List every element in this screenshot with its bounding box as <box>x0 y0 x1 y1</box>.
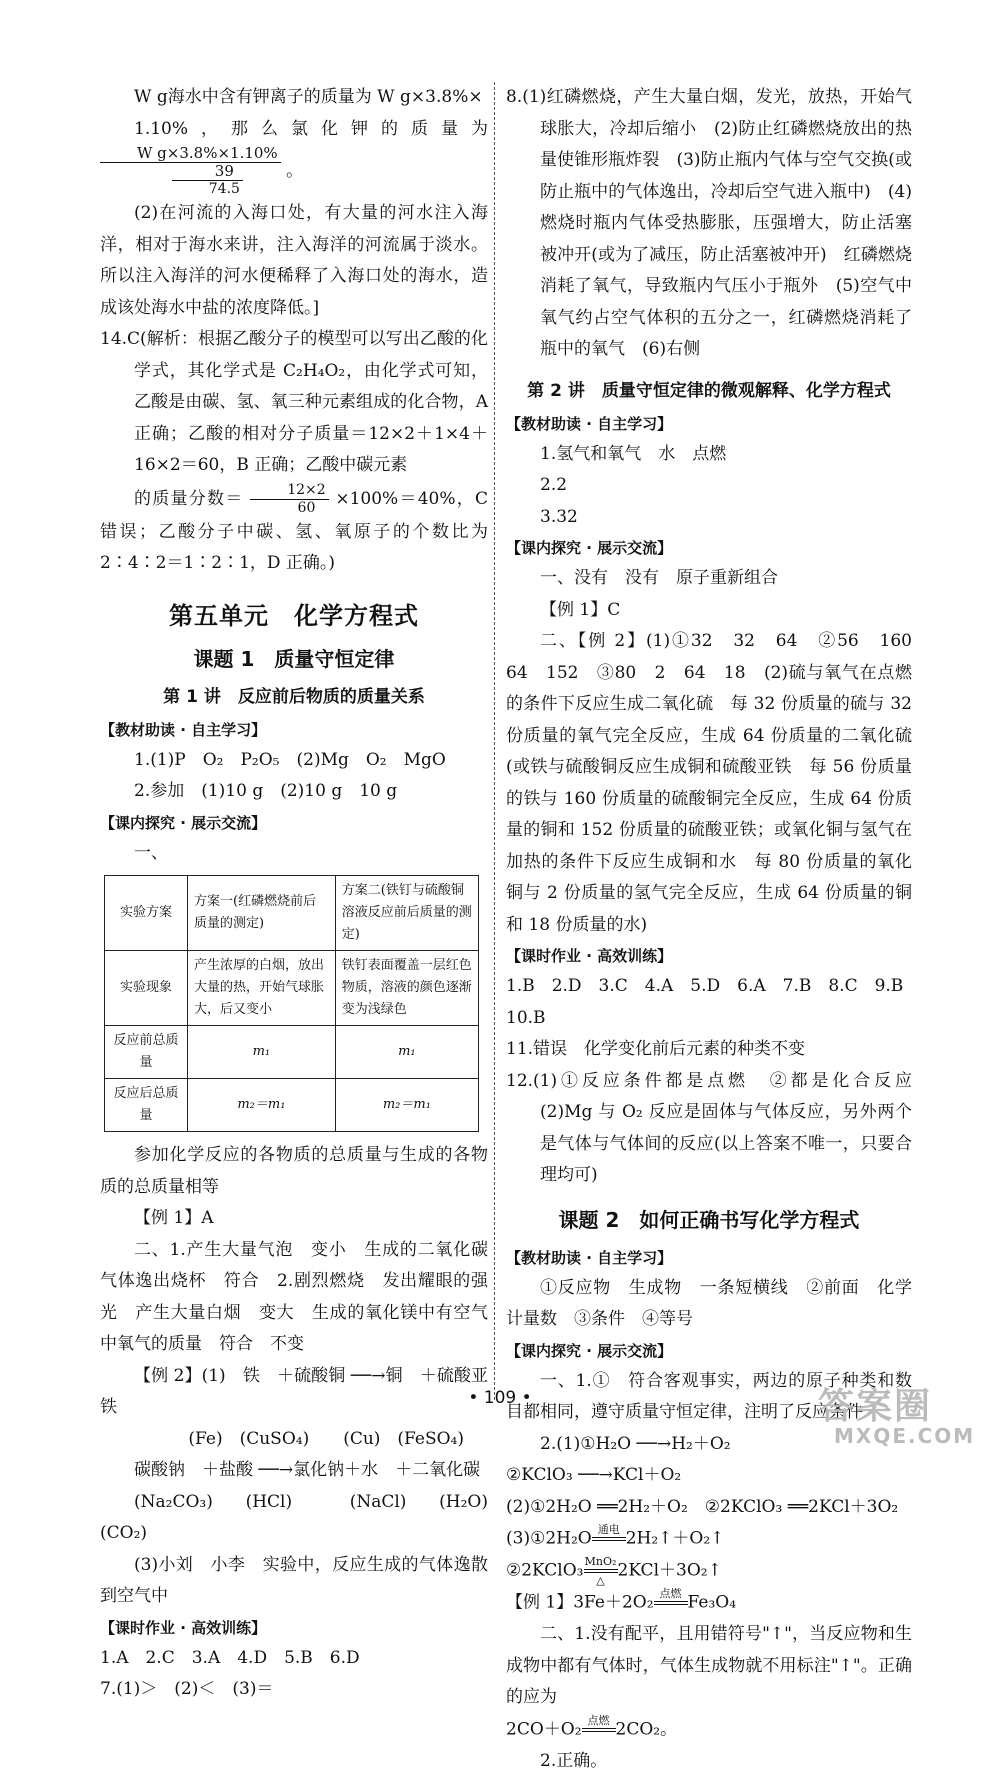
column-divider <box>494 82 495 1400</box>
equals-bar <box>582 1728 616 1732</box>
example-answer: 【例 1】A <box>100 1203 488 1235</box>
text-span: 【例 1】3Fe＋2O₂ <box>506 1593 654 1613</box>
example-line <box>506 1587 912 1619</box>
lecture-title: 第 1 讲 反应前后物质的质量关系 <box>100 682 488 707</box>
fraction-numerator: W g×3.8%×1.10% <box>100 145 281 163</box>
answer-line: 7.(1)＞ (2)＜ (3)＝ <box>100 1674 488 1706</box>
section-heading: 【课内探究 · 展示交流】 <box>100 808 488 838</box>
example-line: (Fe) (CuSO₄) (Cu) (FeSO₄) <box>100 1424 488 1456</box>
section-heading: 【课时作业 · 高效训练】 <box>506 941 912 971</box>
fraction <box>172 163 243 198</box>
fraction-denominator <box>100 163 281 198</box>
text-span: Fe₃O₄ <box>688 1593 737 1613</box>
section-heading: 【教材助读 · 自主学习】 <box>100 715 488 745</box>
section-heading: 【课时作业 · 高效训练】 <box>100 1613 488 1643</box>
equals-bar <box>584 1569 618 1573</box>
answer-line: 12.(1)①反应条件都是点燃 ②都是化合反应 (2)Mg 与 O₂ 反应是固体与气体反应，另外两个是气体与气体间的反应(以上答案不唯一，只要合理均可) <box>506 1066 912 1192</box>
condition-bottom <box>582 1733 616 1746</box>
fraction-denominator: 60 <box>250 500 328 517</box>
right-column <box>506 82 912 1777</box>
text-paragraph: 二、1.产生大量气泡 变小 生成的二氧化碳气体逸出烧杯 符合 2.剧烈燃烧 发出耀眼的强光 产生大量白烟 变大 生成的氧化镁中有空气中氧气的质量 符合 不变 <box>100 1235 488 1361</box>
condition-bottom <box>654 1606 688 1619</box>
fraction-numerator: 39 <box>172 163 243 181</box>
fraction-numerator: 12×2 <box>250 482 328 500</box>
watermark-text: 答案圈 <box>818 1378 932 1429</box>
text-span: 1.10%，那么氯化钾的质量为 <box>134 119 488 139</box>
answer-14: 14.C(解析：根据乙酸分子的模型可以写出乙酸的化学式，其化学式是 C₂H₄O₂，由化学式可知，乙酸是由碳、氢、氧三种元素组成的化合物，A 正确；乙酸的相对分子质量＝12×2＋1×4＋16×2＝60，B 正确；乙酸中碳元素 <box>100 324 488 482</box>
text-span: 2CO＋O₂ <box>506 1719 582 1739</box>
example-line: (Na₂CO₃) (HCl) (NaCl) (H₂O) (CO₂) <box>100 1487 488 1550</box>
text-line <box>100 482 488 580</box>
table-cell: 铁钉表面覆盖一层红色物质，溶液的颜色逐渐变为浅绿色 <box>335 951 478 1026</box>
answer-8: 8.(1)红磷燃烧，产生大量白烟，发光，放热，开始气球胀大，冷却后缩小 (2)防止红磷燃烧放出的热量使锥形瓶炸裂 (3)防止瓶内气体与空气交换(或防止瓶中的气体逸出，冷却后空气进入瓶中) (4)燃烧时瓶内气体受热膨胀，压强增大，防止活塞被冲开(或为了减压，防止活塞被冲开) 红磷燃烧消耗了氧气，导致瓶内气压小于瓶外 (5)空气中氧气约占空气体积的五分之一，红磷燃烧消耗了瓶中的氧气 (6)右侧 <box>506 82 912 366</box>
example-line: 【例 2】(1) 铁 ＋硫酸铜 ──→铜 ＋硫酸亚铁 <box>100 1361 488 1424</box>
reaction-condition <box>592 1523 626 1555</box>
table-cell: 产生浓厚的白烟，放出大量的热，开始气球胀大，后又变小 <box>188 951 336 1026</box>
text-span: 2CO₂。 <box>616 1719 678 1739</box>
text-paragraph: 参加化学反应的各物质的总质量与生成的各物质的总质量相等 <box>100 1140 488 1203</box>
reaction-condition <box>582 1714 616 1746</box>
text-span: ×100%＝40%，C 错误；乙酸分子中碳、氢、氧原子的个数比为 2∶4∶2＝1∶2∶1，D 正确。) <box>100 489 488 574</box>
page-number: • 109 • <box>0 1388 1000 1408</box>
equals-bar <box>654 1601 688 1605</box>
reaction-condition <box>654 1587 688 1619</box>
text-paragraph: 一、1.① 符合客观事实，两边的原子种类和数目都相同，遵守质量守恒定律，注明了反应条件 <box>506 1366 912 1429</box>
condition-top: MnO₂ <box>584 1555 618 1568</box>
table-cell: 实验方案 <box>105 876 188 951</box>
condition-top: 点燃 <box>654 1587 688 1600</box>
section-heading: 【教材助读 · 自主学习】 <box>506 1243 912 1273</box>
answer-line: 1.(1)P O₂ P₂O₅ (2)Mg O₂ MgO <box>100 745 488 777</box>
text-span: 2H₂↑＋O₂↑ <box>626 1529 725 1549</box>
table-cell: m₁ <box>188 1026 336 1079</box>
reaction-condition <box>584 1555 618 1587</box>
example-answer: 【例 1】C <box>506 595 912 627</box>
answer-line: 1.A 2.C 3.A 4.D 5.B 6.D <box>100 1643 488 1675</box>
answer-line: 1.B 2.D 3.C 4.A 5.D 6.A 7.B 8.C 9.B <box>506 971 912 1003</box>
condition-top: 点燃 <box>582 1714 616 1727</box>
topic-title: 课题 1 质量守恒定律 <box>100 643 488 672</box>
answer-line: 2.参加 (1)10 g (2)10 g 10 g <box>100 776 488 808</box>
answer-line: 2.2 <box>506 470 912 502</box>
text-span: 2KCl＋3O₂↑ <box>618 1561 722 1581</box>
equals-bar <box>592 1537 626 1541</box>
equation-line <box>506 1714 912 1746</box>
text-line <box>100 114 488 199</box>
table-row <box>105 1079 479 1132</box>
equation-line: (2)①2H₂O ══2H₂＋O₂ ②2KClO₃ ══2KCl＋3O₂ <box>506 1492 912 1524</box>
text-span: ②2KClO₃ <box>506 1561 584 1581</box>
table-row <box>105 876 479 951</box>
text-paragraph: (2)在河流的入海口处，有大量的河水注入海洋，相对于海水来讲，注入海洋的河流属于淡水。所以注入海洋的河水便稀释了入海口处的海水，造成该处海水中盐的浓度降低。] <box>100 198 488 324</box>
table-cell: 反应后总质量 <box>105 1079 188 1132</box>
watermark-url: MXQE.COM <box>834 1424 975 1448</box>
answer-line: 1.氢气和氧气 水 点燃 <box>506 439 912 471</box>
example-line: (3)小刘 小李 实验中，反应生成的气体逸散到空气中 <box>100 1550 488 1613</box>
example-line: 碳酸钠 ＋盐酸 ──→氯化钠＋水 ＋二氧化碳 <box>100 1455 488 1487</box>
experiment-table <box>104 875 479 1132</box>
answer-line: 一、没有 没有 原子重新组合 <box>506 563 912 595</box>
unit-title: 第五单元 化学方程式 <box>100 596 488 631</box>
table-cell: 实验现象 <box>105 951 188 1026</box>
answer-line: 2.正确。 <box>506 1746 912 1777</box>
text-line: 一、 <box>100 838 488 870</box>
table-row <box>105 951 479 1026</box>
section-heading: 【教材助读 · 自主学习】 <box>506 409 912 439</box>
text-paragraph: 二、【例 2】(1)①32 32 64 ②56 160 64 152 ③80 2 64 18 (2)硫与氧气在点燃的条件下反应生成二氧化硫 每 32 份质量的硫与 32 份质量的氧气完全反应，生成 64 份质量的二氧化硫(或铁与硫酸铜反应生成铜和硫酸亚铁 每 56 份质量的铁与 160 份质量的硫酸铜完全反应，生成 64 份质量的铜和 152 份质量的硫酸亚铁；或氧化铜与氢气在加热的条件下反应生成铜和水 每 80 份质量的氧化铜与 2 份质量的氢气完全反应，生成 64 份质量的铜和 18 份质量的水) <box>506 626 912 941</box>
section-heading: 【课内探究 · 展示交流】 <box>506 1336 912 1366</box>
fraction <box>250 482 328 517</box>
text-span: 。 <box>286 161 303 181</box>
table-cell: 方案二(铁钉与硫酸铜溶液反应前后质量的测定) <box>335 876 478 951</box>
text-paragraph: 二、1.没有配平，且用错符号"↑"，当反应物和生成物中都有气体时，气体生成物就不用标注"↑"。正确的应为 <box>506 1619 912 1714</box>
answer-line: 3.32 <box>506 502 912 534</box>
condition-bottom <box>592 1542 626 1555</box>
fraction <box>100 145 281 198</box>
answer-line: 11.错误 化学变化前后元素的种类不变 <box>506 1034 912 1066</box>
text-line: W g海水中含有钾离子的质量为 W g×3.8%× <box>100 82 488 114</box>
table-row <box>105 1026 479 1079</box>
table-cell: m₂＝m₁ <box>188 1079 336 1132</box>
left-column <box>100 82 488 1706</box>
fraction-denominator: 74.5 <box>172 181 243 198</box>
text-paragraph: ①反应物 生成物 一条短横线 ②前面 化学计量数 ③条件 ④等号 <box>506 1273 912 1336</box>
condition-bottom: △ <box>584 1574 618 1587</box>
text-span: 的质量分数＝ <box>134 489 244 509</box>
table-cell: m₁ <box>335 1026 478 1079</box>
lecture-title: 第 2 讲 质量守恒定律的微观解释、化学方程式 <box>506 376 912 401</box>
text-span: (3)①2H₂O <box>506 1529 592 1549</box>
topic-title: 课题 2 如何正确书写化学方程式 <box>506 1204 912 1233</box>
answer-line: 10.B <box>506 1003 912 1035</box>
equation-line: 2.(1)①H₂O ──→H₂＋O₂ <box>506 1429 912 1461</box>
equation-line <box>506 1523 912 1555</box>
condition-top: 通电 <box>592 1523 626 1536</box>
table-cell: 反应前总质量 <box>105 1026 188 1079</box>
table-cell: m₂＝m₁ <box>335 1079 478 1132</box>
equation-line: ②KClO₃ ──→KCl＋O₂ <box>506 1460 912 1492</box>
section-heading: 【课内探究 · 展示交流】 <box>506 533 912 563</box>
equation-line <box>506 1555 912 1587</box>
watermark-logo <box>812 1378 988 1454</box>
table-cell: 方案一(红磷燃烧前后质量的测定) <box>188 876 336 951</box>
